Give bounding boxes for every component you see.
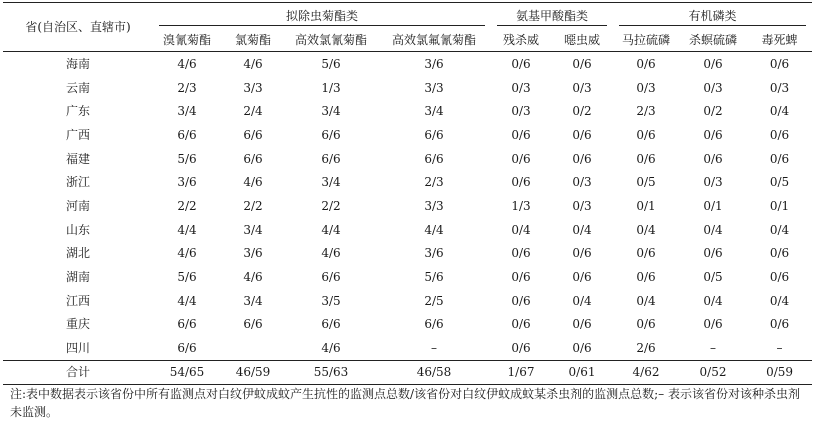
column-header: 毒死蜱 bbox=[747, 29, 812, 52]
value-cell: 2/3 bbox=[424, 175, 444, 190]
value-cell: 0/6 bbox=[703, 246, 723, 261]
table-row bbox=[3, 336, 812, 360]
value-cell: 0/4 bbox=[769, 293, 790, 308]
value-cell: 5/6 bbox=[424, 270, 444, 285]
value-cell: 0/6 bbox=[703, 317, 723, 332]
value-cell: 0/6 bbox=[511, 341, 531, 356]
column-header: 残杀威 bbox=[491, 29, 551, 52]
value-cell: 0/2 bbox=[703, 104, 723, 119]
value-cell: 0/4 bbox=[769, 222, 790, 237]
value-cell: 0/6 bbox=[511, 175, 531, 190]
value-cell: 4/4 bbox=[424, 222, 444, 237]
value-cell: 3/3 bbox=[243, 80, 263, 95]
value-cell: 6/6 bbox=[321, 127, 341, 142]
value-cell: 3/3 bbox=[424, 198, 444, 213]
value-cell: 6/6 bbox=[424, 317, 444, 332]
value-cell: 6/6 bbox=[321, 151, 341, 166]
value-cell: 0/3 bbox=[511, 80, 531, 95]
value-cell: 55/63 bbox=[285, 360, 377, 384]
value-cell: 4/6 bbox=[321, 341, 341, 356]
table-row bbox=[3, 265, 812, 289]
value-cell: 3/4 bbox=[321, 104, 341, 119]
value-cell: 0/4 bbox=[511, 222, 531, 237]
value-cell: 0/4 bbox=[636, 293, 656, 308]
value-cell: 0/6 bbox=[572, 341, 592, 356]
value-cell: 0/52 bbox=[679, 360, 747, 384]
value-cell: 0/4 bbox=[703, 293, 723, 308]
table-row bbox=[3, 313, 812, 337]
value-cell: 5/6 bbox=[177, 151, 197, 166]
value-cell: 3/5 bbox=[321, 293, 341, 308]
value-cell: 4/4 bbox=[177, 222, 197, 237]
value-cell: – bbox=[710, 341, 717, 356]
value-cell: 4/6 bbox=[321, 246, 341, 261]
value-cell: 0/3 bbox=[572, 198, 592, 213]
province-cell: 湖南 bbox=[65, 270, 90, 285]
value-cell: 6/6 bbox=[177, 127, 197, 142]
table-body bbox=[3, 52, 812, 385]
value-cell: 0/6 bbox=[511, 270, 531, 285]
value-cell: 4/6 bbox=[243, 270, 263, 285]
value-cell: 4/6 bbox=[243, 56, 263, 71]
value-cell: 3/3 bbox=[424, 80, 444, 95]
province-cell: 海南 bbox=[65, 56, 90, 71]
value-cell: 0/4 bbox=[703, 222, 723, 237]
value-cell: 2/3 bbox=[177, 80, 197, 95]
province-cell: 福建 bbox=[65, 151, 90, 166]
value-cell: 0/6 bbox=[636, 151, 656, 166]
table-row bbox=[3, 170, 812, 194]
value-cell: 6/6 bbox=[177, 317, 197, 332]
table-row bbox=[3, 289, 812, 313]
value-cell: 0/3 bbox=[572, 80, 592, 95]
value-cell: 0/6 bbox=[511, 293, 531, 308]
value-cell: 0/6 bbox=[636, 270, 656, 285]
province-cell: 浙江 bbox=[65, 175, 90, 190]
column-header: 杀螟硫磷 bbox=[679, 29, 747, 52]
value-cell: 6/6 bbox=[243, 317, 263, 332]
table-row bbox=[3, 52, 812, 76]
value-cell: 2/2 bbox=[321, 198, 341, 213]
value-cell: 0/3 bbox=[703, 80, 723, 95]
value-cell: 0/4 bbox=[636, 222, 656, 237]
value-cell: 5/6 bbox=[177, 270, 197, 285]
total-label: 合计 bbox=[3, 360, 153, 384]
value-cell: 0/6 bbox=[511, 127, 531, 142]
value-cell: 4/6 bbox=[177, 56, 197, 71]
value-cell: 0/3 bbox=[511, 104, 531, 119]
value-cell: 46/58 bbox=[377, 360, 491, 384]
value-cell: 0/6 bbox=[636, 127, 656, 142]
value-cell: 0/6 bbox=[572, 127, 592, 142]
value-cell: 6/6 bbox=[321, 317, 341, 332]
value-cell: 3/4 bbox=[321, 175, 341, 190]
value-cell: 54/65 bbox=[153, 360, 221, 384]
value-cell: 4/4 bbox=[177, 293, 197, 308]
value-cell: 0/2 bbox=[572, 104, 592, 119]
table-row bbox=[3, 99, 812, 123]
table-row bbox=[3, 76, 812, 100]
table-row bbox=[3, 218, 812, 242]
table-row bbox=[3, 194, 812, 218]
province-cell: 河南 bbox=[65, 198, 90, 213]
group-label: 有机磷类 bbox=[688, 9, 737, 23]
total-row bbox=[3, 360, 812, 384]
value-cell: 5/6 bbox=[321, 56, 341, 71]
value-cell: 0/3 bbox=[769, 80, 790, 95]
value-cell: 0/6 bbox=[572, 246, 592, 261]
value-cell: 3/4 bbox=[243, 293, 263, 308]
value-cell: 0/6 bbox=[511, 246, 531, 261]
value-cell: 0/6 bbox=[769, 270, 790, 285]
value-cell: 0/61 bbox=[551, 360, 613, 384]
value-cell: 0/6 bbox=[572, 56, 592, 71]
value-cell: 0/1 bbox=[636, 198, 656, 213]
value-cell: 0/4 bbox=[572, 293, 592, 308]
table-footnote: 注:表中数据表示该省份中所有监测点对白纹伊蚊成蚊产生抗性的监测点总数/该省份对白纹伊蚊成蚊某杀虫剂的监测点总数;– 表示该省份对该种杀虫剂未监测。 bbox=[10, 387, 800, 419]
column-header: 溴氰菊酯 bbox=[153, 29, 221, 52]
value-cell: 0/4 bbox=[572, 222, 592, 237]
value-cell: 4/62 bbox=[613, 360, 679, 384]
value-cell: 3/6 bbox=[424, 56, 444, 71]
value-cell: 0/6 bbox=[572, 270, 592, 285]
resistance-table bbox=[3, 2, 812, 385]
value-cell: 6/6 bbox=[424, 151, 444, 166]
value-cell: 2/6 bbox=[636, 341, 656, 356]
value-cell: 6/6 bbox=[424, 127, 444, 142]
group-label: 拟除虫菊酯类 bbox=[286, 9, 359, 23]
value-cell: 2/2 bbox=[243, 198, 263, 213]
value-cell: 0/6 bbox=[511, 151, 531, 166]
value-cell: 0/3 bbox=[703, 175, 723, 190]
value-cell: 3/6 bbox=[424, 246, 444, 261]
table-row bbox=[3, 147, 812, 171]
value-cell: 4/6 bbox=[177, 246, 197, 261]
value-cell: 2/2 bbox=[177, 198, 197, 213]
province-cell: 广西 bbox=[65, 127, 90, 142]
value-cell: 0/59 bbox=[747, 360, 812, 384]
value-cell: 0/6 bbox=[572, 151, 592, 166]
value-cell: 1/67 bbox=[491, 360, 551, 384]
value-cell: 2/4 bbox=[243, 104, 263, 119]
value-cell: 0/3 bbox=[572, 175, 592, 190]
group-header-carbamates bbox=[491, 3, 613, 30]
value-cell: 46/59 bbox=[221, 360, 285, 384]
value-cell: 3/6 bbox=[243, 246, 263, 261]
value-cell: 3/4 bbox=[177, 104, 197, 119]
value-cell: 0/6 bbox=[703, 127, 723, 142]
value-cell: 0/6 bbox=[769, 246, 790, 261]
value-cell: 0/1 bbox=[703, 198, 723, 213]
province-header: 省(自治区、直辖市) bbox=[3, 3, 153, 52]
value-cell: 0/6 bbox=[703, 151, 723, 166]
value-cell: 6/6 bbox=[177, 341, 197, 356]
column-header: 噁虫威 bbox=[551, 29, 613, 52]
value-cell: 0/5 bbox=[636, 175, 656, 190]
group-header-organophosphates bbox=[613, 3, 812, 30]
province-cell: 江西 bbox=[65, 293, 90, 308]
value-cell: 0/6 bbox=[769, 127, 790, 142]
value-cell: 0/5 bbox=[769, 175, 790, 190]
value-cell: 3/4 bbox=[243, 222, 263, 237]
column-header: 高效氯氟氰菊酯 bbox=[377, 29, 491, 52]
value-cell: 0/6 bbox=[769, 151, 790, 166]
value-cell: 1/3 bbox=[321, 80, 341, 95]
province-cell: 广东 bbox=[65, 104, 90, 119]
column-header: 马拉硫磷 bbox=[613, 29, 679, 52]
value-cell: 4/4 bbox=[321, 222, 341, 237]
value-cell: 0/6 bbox=[636, 246, 656, 261]
value-cell: 0/3 bbox=[636, 80, 656, 95]
value-cell: 6/6 bbox=[243, 127, 263, 142]
value-cell: 2/5 bbox=[424, 293, 444, 308]
column-header: 高效氯氰菊酯 bbox=[285, 29, 377, 52]
value-cell: 0/4 bbox=[769, 104, 790, 119]
value-cell: 0/6 bbox=[511, 56, 531, 71]
group-label: 氨基甲酸酯类 bbox=[516, 9, 589, 23]
value-cell: – bbox=[776, 341, 783, 356]
province-cell: 云南 bbox=[65, 80, 90, 95]
value-cell: 1/3 bbox=[511, 198, 531, 213]
province-cell: 山东 bbox=[65, 222, 90, 237]
value-cell: 0/1 bbox=[769, 198, 790, 213]
group-header-pyrethroids bbox=[153, 3, 491, 30]
table-row bbox=[3, 242, 812, 266]
value-cell: 0/6 bbox=[572, 317, 592, 332]
value-cell: 6/6 bbox=[321, 270, 341, 285]
value-cell: 4/6 bbox=[243, 175, 263, 190]
value-cell: 0/5 bbox=[703, 270, 723, 285]
value-cell: – bbox=[431, 341, 437, 356]
province-cell: 重庆 bbox=[65, 317, 90, 332]
value-cell: 0/6 bbox=[703, 56, 723, 71]
value-cell: 6/6 bbox=[243, 151, 263, 166]
column-header: 氯菊酯 bbox=[221, 29, 285, 52]
value-cell: 3/6 bbox=[177, 175, 197, 190]
province-cell: 湖北 bbox=[65, 246, 90, 261]
value-cell: 0/6 bbox=[636, 56, 656, 71]
value-cell: 0/6 bbox=[511, 317, 531, 332]
value-cell: 2/3 bbox=[636, 104, 656, 119]
province-cell: 四川 bbox=[65, 341, 90, 356]
value-cell: 0/6 bbox=[769, 317, 790, 332]
value-cell bbox=[221, 336, 285, 360]
value-cell: 3/4 bbox=[424, 104, 444, 119]
value-cell: 0/6 bbox=[636, 317, 656, 332]
value-cell: 0/6 bbox=[769, 56, 790, 71]
table-row bbox=[3, 123, 812, 147]
